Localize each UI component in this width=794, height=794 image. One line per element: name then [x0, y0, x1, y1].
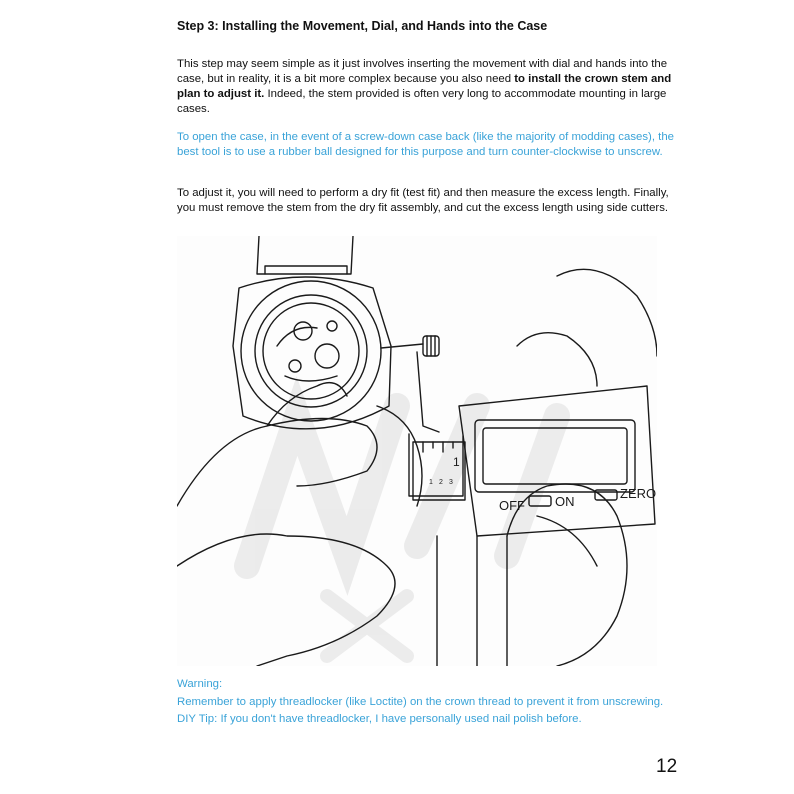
case-opening-paragraph: To open the case, in the event of a screw-down case back (like the majority of modding cases), the best tool is to use a rubber ball designed for this purpose and turn counter-clockwise to unscrew. — [177, 131, 675, 158]
intro-paragraph — [177, 57, 677, 117]
warning-label: Warning: — [177, 678, 223, 690]
caliper-on-label: ON — [555, 494, 575, 509]
caliper-off-label: OFF — [499, 498, 525, 513]
warning-text: Remember to apply threadlocker (like Loctite) on the crown thread to prevent it from unscrewing. — [177, 695, 664, 708]
caliper-zero-label: ZERO — [620, 486, 657, 501]
diy-tip-text: DIY Tip: If you don't have threadlocker, I have personally used nail polish before. — [177, 713, 582, 725]
scale-number-1: 1 — [429, 479, 433, 486]
warning-notes — [177, 676, 697, 729]
scale-number-2: 2 — [439, 479, 443, 486]
intro-text-a: This step may seem simple as it just involves inserting the movement with dial and hands into the case, but in reality, it is a bit more complex because you also need — [177, 58, 668, 85]
page-number: 12 — [656, 756, 678, 777]
scale-big-number: 1 — [453, 455, 460, 469]
illustration-drawing — [177, 236, 657, 666]
intro-text-b: Indeed, the stem provided is often very long to accommodate mounting in large cases. — [177, 88, 667, 115]
adjustment-paragraph: To adjust it, you will need to perform a dry fit (test fit) and then measure the excess length. Finally, you must remove the stem from the dry fit assembly, and cut the excess length using side cutters. — [177, 187, 669, 214]
section-heading: Step 3: Installing the Movement, Dial, and Hands into the Case — [177, 19, 548, 33]
illustration-background — [177, 236, 657, 666]
scale-number-3: 3 — [449, 479, 453, 486]
caliper-illustration — [177, 236, 657, 666]
intro-bold-text: to install the crown stem and plan to adjust it. — [177, 73, 672, 100]
